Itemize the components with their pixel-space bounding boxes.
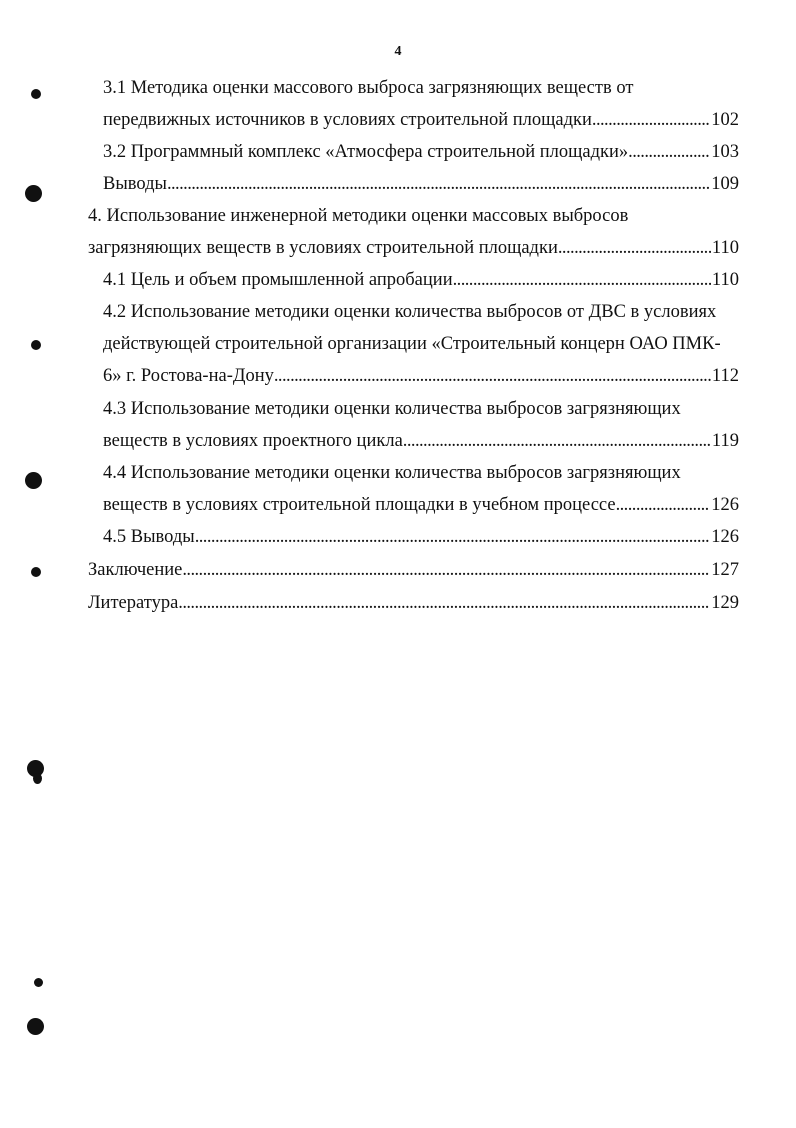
- toc-entry-4-3[interactable]: [103, 393, 739, 457]
- toc-page-number: 126: [711, 495, 739, 515]
- toc-entry-4-5[interactable]: [103, 521, 739, 553]
- dot-leader: [616, 489, 711, 521]
- toc-entry-title: 4.1 Цель и объем промышленной апробации: [103, 270, 453, 290]
- toc-page-number: 119: [711, 431, 739, 451]
- toc-page-number: 126: [711, 527, 739, 547]
- punch-hole-mark: [25, 185, 42, 202]
- toc-entry-title: 3.2 Программный комплекс «Атмосфера строительной площадки»: [103, 142, 629, 162]
- toc-entry-title: 6» г. Ростова-на-Дону: [103, 366, 274, 386]
- toc-entry-line: 4. Использование инженерной методики оценки массовых выбросов: [88, 206, 629, 226]
- page-number: 4: [394, 44, 402, 59]
- punch-hole-mark: [31, 340, 41, 350]
- toc-entry-4[interactable]: [88, 200, 739, 264]
- toc-entry-title: веществ в условиях строительной площадки в учебном процессе: [103, 495, 616, 515]
- toc-page-number: 110: [711, 270, 739, 290]
- toc-page-number: 112: [711, 366, 739, 386]
- dot-leader: [178, 587, 710, 619]
- toc-entry-title: Заключение: [88, 560, 183, 580]
- toc-entry-title: передвижных источников в условиях строительной площадки: [103, 110, 592, 130]
- dot-leader: [403, 425, 711, 457]
- toc-entry-title: веществ в условиях проектного цикла: [103, 431, 403, 451]
- toc-entry-line: 4.3 Использование методики оценки количества выбросов загрязняющих: [103, 399, 681, 419]
- toc-entry-literature[interactable]: [88, 587, 739, 619]
- dot-leader: [628, 136, 710, 168]
- toc-entry-title: 4.5 Выводы: [103, 527, 195, 547]
- toc-entry-line: 3.1 Методика оценки массового выброса загрязняющих веществ от: [103, 78, 634, 98]
- toc-entry-4-1[interactable]: [103, 264, 739, 296]
- toc-page-number: 103: [711, 142, 739, 162]
- punch-hole-mark: [25, 472, 42, 489]
- dot-leader: [167, 168, 710, 200]
- toc-entry-title: Выводы: [103, 174, 167, 194]
- toc-page-number: 102: [711, 110, 739, 130]
- toc-entry-3-conclusions[interactable]: [103, 168, 739, 200]
- dot-leader: [182, 554, 710, 586]
- toc-page-number: 129: [711, 593, 739, 613]
- toc-page-number: 110: [711, 238, 739, 258]
- dot-leader: [592, 104, 710, 136]
- toc-entry-title: загрязняющих веществ в условиях строительной площадки: [88, 238, 558, 258]
- dot-leader: [195, 521, 711, 553]
- punch-hole-mark: [33, 773, 42, 784]
- toc-entry-3-1[interactable]: [103, 72, 739, 136]
- toc-page-number: 127: [711, 560, 739, 580]
- toc-entry-line: 4.4 Использование методики оценки количества выбросов загрязняющих: [103, 463, 681, 483]
- punch-hole-mark: [34, 978, 43, 987]
- toc-entry-4-2[interactable]: [103, 296, 739, 392]
- toc-entry-conclusion[interactable]: [88, 554, 739, 586]
- punch-hole-mark: [27, 1018, 44, 1035]
- punch-hole-mark: [31, 567, 41, 577]
- toc-entry-line: 4.2 Использование методики оценки количества выбросов от ДВС в условиях: [103, 302, 717, 322]
- dot-leader: [558, 232, 711, 264]
- toc-entry-4-4[interactable]: [103, 457, 739, 521]
- toc-entry-3-2[interactable]: [103, 136, 739, 168]
- toc-page-number: 109: [711, 174, 739, 194]
- punch-hole-mark: [31, 89, 41, 99]
- dot-leader: [453, 264, 711, 296]
- toc-entry-line: действующей строительной организации «Строительный концерн ОАО ПМК-: [103, 334, 721, 354]
- toc-entry-title: Литература: [88, 593, 179, 613]
- dot-leader: [274, 360, 711, 392]
